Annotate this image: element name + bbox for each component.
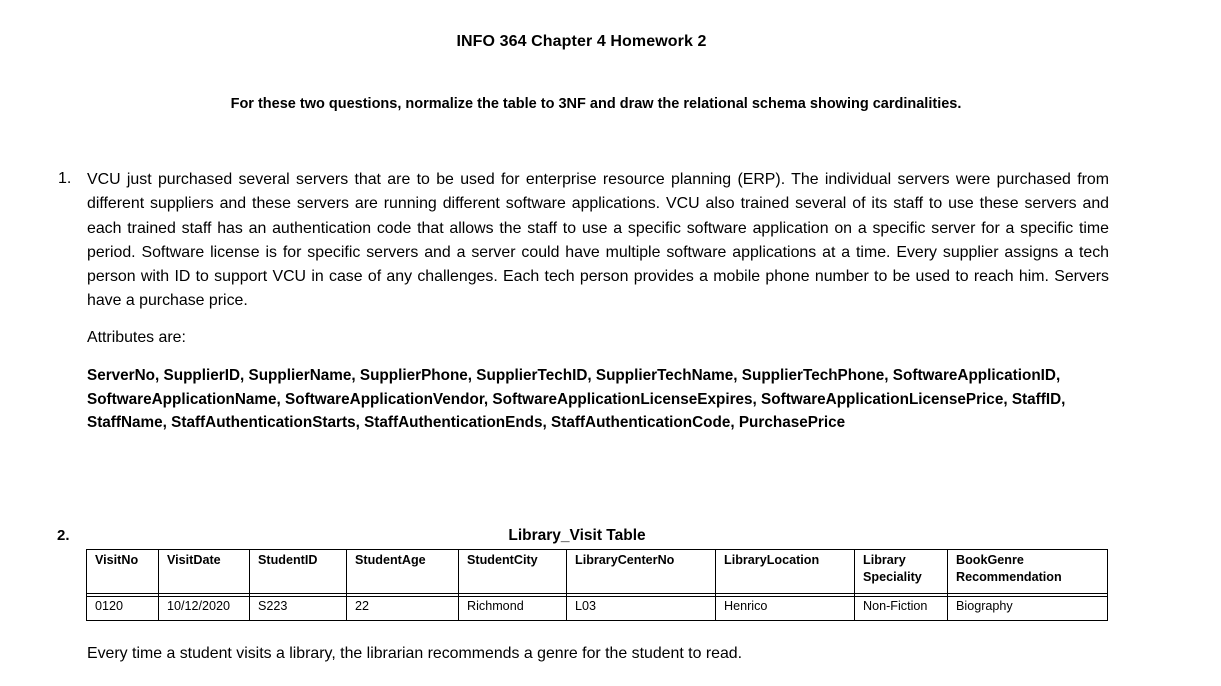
question-2-note: Every time a student visits a library, the librarian recommends a genre for the student to read. bbox=[87, 645, 743, 662]
header-cell: Library Speciality bbox=[855, 550, 948, 594]
table-cell: L03 bbox=[567, 597, 716, 621]
attributes-label: Attributes are: bbox=[87, 329, 186, 346]
header-cell: StudentCity bbox=[459, 550, 567, 594]
table-header-row bbox=[87, 550, 1108, 594]
question-1-number: 1. bbox=[58, 170, 72, 187]
table-cell: 0120 bbox=[87, 597, 159, 621]
header-cell: LibraryLocation bbox=[716, 550, 855, 594]
question-2-number: 2. bbox=[57, 527, 70, 544]
table-row bbox=[87, 597, 1108, 621]
table-cell: Non-Fiction bbox=[855, 597, 948, 621]
table-cell: Biography bbox=[948, 597, 1108, 621]
header-cell: BookGenre Recommendation bbox=[948, 550, 1108, 594]
table-cell: Richmond bbox=[459, 597, 567, 621]
table-cell: 22 bbox=[347, 597, 459, 621]
header-cell: StudentID bbox=[250, 550, 347, 594]
header-cell: VisitNo bbox=[87, 550, 159, 594]
table-cell: Henrico bbox=[716, 597, 855, 621]
header-cell: LibraryCenterNo bbox=[567, 550, 716, 594]
attributes-list: ServerNo, SupplierID, SupplierName, SupplierPhone, SupplierTechID, SupplierTechName, SupplierTechPhone, SoftwareApplicationID, SoftwareApplicationName, SoftwareApplicationVendor, SoftwareApplicationLicenseExpires, SoftwareApplicationLicensePrice, StaffID, StaffName, StaffAuthenticationStarts, StaffAuthenticationEnds, StaffAuthenticationCode, PurchasePrice bbox=[87, 367, 1066, 432]
question-1-text: VCU just purchased several servers that are to be used for enterprise resource planning (ERP). The individual servers were purchased from different suppliers and these servers are running different software applications. VCU also trained several of its staff to use these servers and each trained staff has an authentication code that allows the staff to use a specific software application on a specific server for a specific time period. Software license is for specific servers and a server could have multiple software applications at a time. Every supplier assigns a tech person with ID to support VCU in case of any challenges. Each tech person provides a mobile phone number to be used to reach him. Servers have a purchase price. bbox=[87, 171, 1109, 310]
table-cell: 10/12/2020 bbox=[159, 597, 250, 621]
instructions: For these two questions, normalize the table to 3NF and draw the relational schema showing cardinalities. bbox=[230, 96, 962, 112]
header-cell: StudentAge bbox=[347, 550, 459, 594]
header-cell: VisitDate bbox=[159, 550, 250, 594]
document-title: INFO 364 Chapter 4 Homework 2 bbox=[456, 33, 707, 50]
table-cell: S223 bbox=[250, 597, 347, 621]
library-visit-table bbox=[86, 549, 1108, 621]
table-title: Library_Visit Table bbox=[508, 527, 646, 544]
